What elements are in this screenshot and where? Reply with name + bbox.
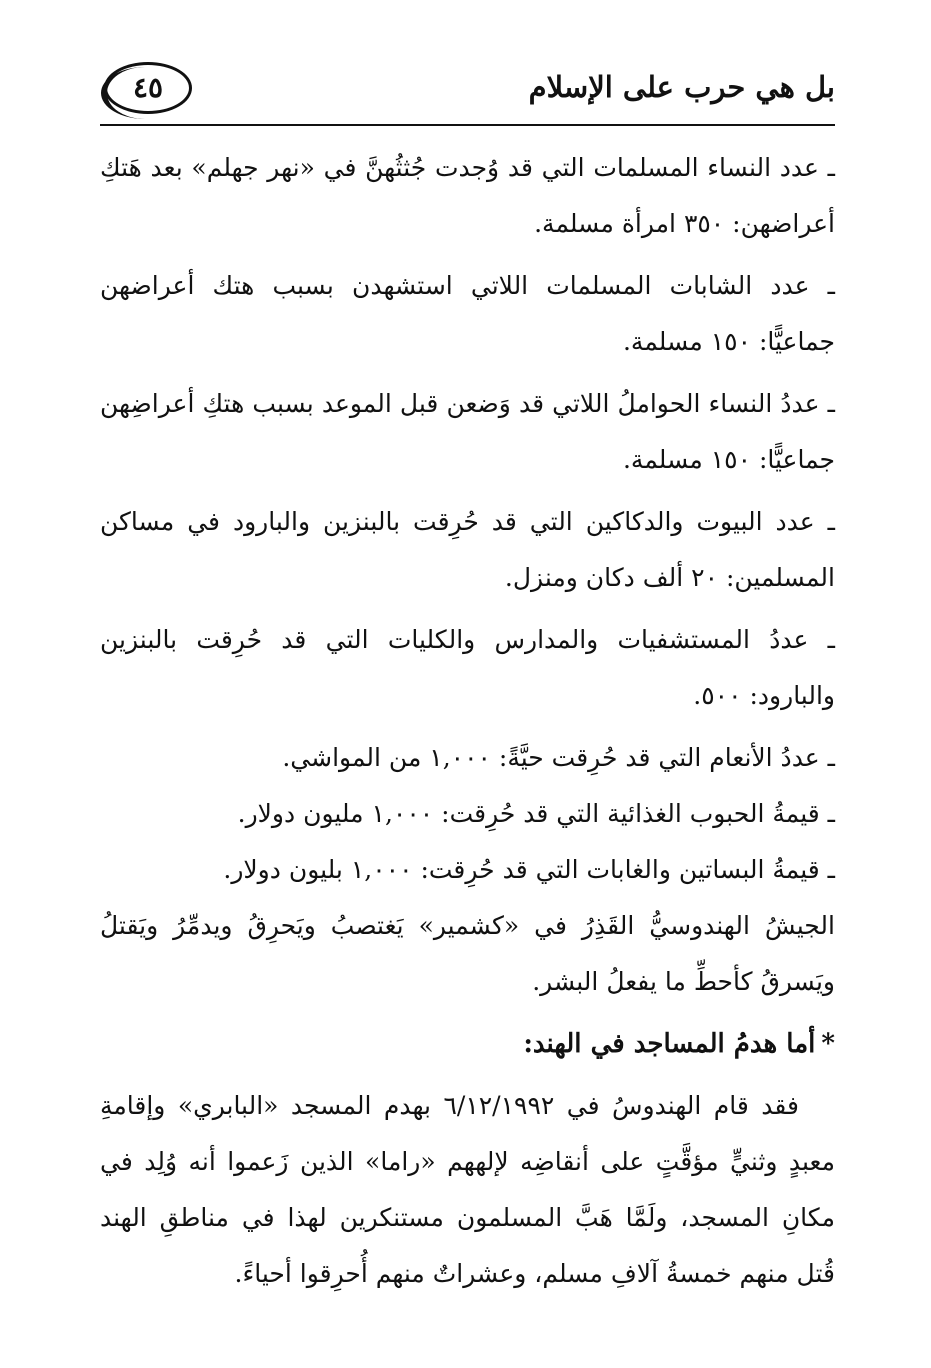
paragraph-mosques: فقد قام الهندوسُ في ٦/١٢/١٩٩٢ بهدم المسجد «البابري» وإقامةِ معبدٍ وثنيٍّ مؤقَّتٍ على أنقاضِه لإلههم «راما» الذين زَعموا أنه وُلِد في مكانِ المسجد، ولَمَّا هَبَّ المسلمون مستنكرين لهذا في مناطقِ الهند قُتل منهم خمسةُ آلافِ مسلم، وعشراتٌ منهم أُحرِقوا أحياءً.	[100, 1091, 835, 1288]
item-livestock: ـ عددُ الأنعام التي قد حُرِقت حيَّةً: ١,٠٠٠ من المواشي.	[282, 743, 835, 772]
running-title: بل هي حرب على الإسلام	[528, 70, 835, 104]
page-number: ٤٥	[132, 71, 164, 104]
item-grain: ـ قيمةُ الحبوب الغذائية التي قد حُرِقت: ١,٠٠٠ مليون دولار.	[237, 799, 835, 828]
paragraph-hospitals-schools: ـ عددُ المستشفيات والمدارس والكليات التي قد حُرِقت بالبنزين والبارود: ٥٠٠.	[100, 625, 835, 710]
header-divider	[100, 124, 835, 126]
section-heading-text: أما هدمُ المساجد في الهند:	[523, 1029, 816, 1059]
paragraph-army: الجيشُ الهندوسيُّ القَذِرُ في «كشمير» يَغتصبُ ويَحرِقُ ويدمِّرُ ويَقتلُ ويَسرقُ كأحطِّ ما يفعلُ البشر.	[100, 911, 835, 996]
paragraph-young-women: ـ عدد الشابات المسلمات اللاتي استشهدن بسبب هتك أعراضهن جماعيًّا: ١٥٠ مسلمة.	[100, 271, 835, 356]
page-number-badge	[104, 62, 192, 114]
page-body	[100, 140, 835, 1308]
paragraph-houses-shops: ـ عدد البيوت والدكاكين التي قد حُرِقت بالبنزين والبارود في مساكن المسلمين: ٢٠ ألف دكان ومنزل.	[100, 507, 835, 592]
page-header	[100, 62, 835, 126]
paragraph-women-bodies: ـ عدد النساء المسلمات التي قد وُجدت جُثثُهنَّ في «نهر جهلم» بعد هَتكِ أعراضهن: ٣٥٠ امرأة مسلمة.	[100, 153, 835, 238]
section-heading	[100, 1016, 835, 1072]
paragraph-pregnant-women: ـ عددُ النساء الحواملُ اللاتي قد وَضعن قبل الموعد بسبب هتكِ أعراضِهن جماعيًّا: ١٥٠ مسلمة.	[100, 389, 835, 474]
star-bullet: *	[821, 1029, 835, 1059]
item-orchards: ـ قيمةُ البساتين والغابات التي قد حُرِقت: ١,٠٠٠ بليون دولار.	[223, 855, 835, 884]
